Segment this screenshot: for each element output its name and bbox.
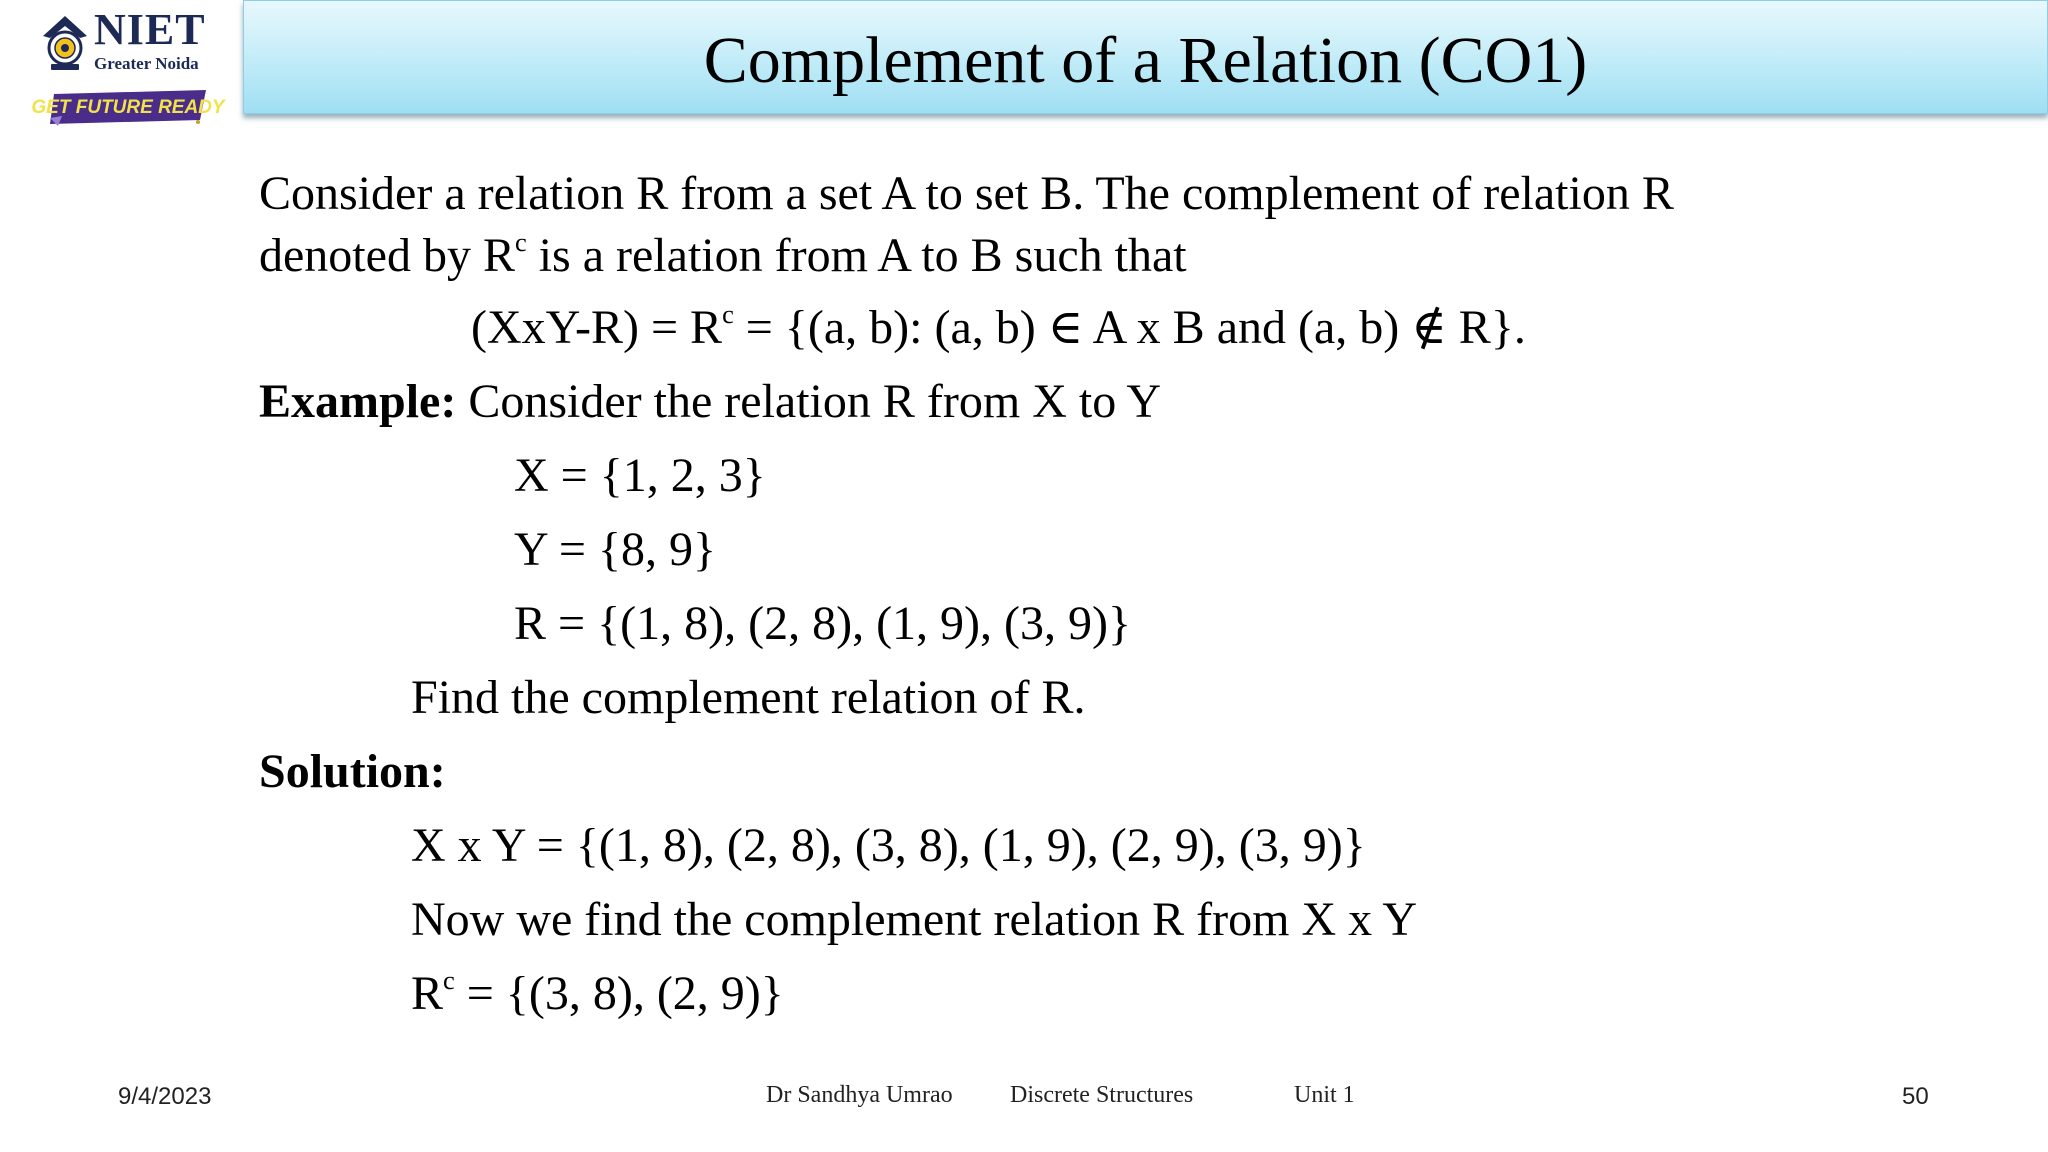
title-bar <box>243 0 2048 114</box>
formula-superscript: c <box>722 299 734 330</box>
answer-suffix: = {(3, 8), (2, 9)} <box>454 967 784 1020</box>
definition-formula <box>471 300 1526 356</box>
answer-superscript: c <box>443 965 455 996</box>
footer-unit: Unit 1 <box>1294 1082 1355 1108</box>
intro-line-2-suffix: is a relation from A to B such that <box>526 229 1187 282</box>
solution-label-text: Solution: <box>259 745 446 798</box>
set-y: Y = {8, 9} <box>514 523 717 576</box>
example-line <box>259 374 1161 430</box>
formula-prefix: (XxY-R) = R <box>471 301 723 354</box>
niet-logo <box>31 5 225 126</box>
footer-date: 9/4/2023 <box>118 1083 212 1110</box>
footer-course: Discrete Structures <box>1010 1082 1194 1108</box>
intro-line-2-superscript: c <box>514 227 527 258</box>
intro-line-2-prefix: denoted by R <box>259 229 515 282</box>
logo-subtitle: Greater Noida <box>94 54 199 73</box>
footer-page-number: 50 <box>1902 1083 1929 1110</box>
answer-prefix: R <box>411 967 444 1020</box>
intro-line-1: Consider a relation R from a set A to set B. The complement of relation R <box>259 167 1674 220</box>
now-line: Now we find the complement relation R from X x Y <box>411 893 1417 946</box>
example-text: Consider the relation R from X to Y <box>456 375 1162 428</box>
answer-line <box>411 966 784 1022</box>
cartesian-product: X x Y = {(1, 8), (2, 8), (3, 8), (1, 9), (2, 9), (3, 9)} <box>411 819 1366 872</box>
logo-tagline: GET FUTURE READY <box>31 97 225 118</box>
set-r: R = {(1, 8), (2, 8), (1, 9), (3, 9)} <box>514 597 1132 650</box>
intro-line-2 <box>259 228 1187 284</box>
solution-label <box>259 744 446 800</box>
example-label: Example: <box>259 375 457 428</box>
footer-author: Dr Sandhya Umrao <box>766 1082 953 1108</box>
institute-seal-icon <box>40 14 90 72</box>
formula-suffix: = {(a, b): (a, b) ∈ A x B and (a, b) ∉ R}. <box>733 301 1526 354</box>
logo-name: NIET <box>94 5 206 54</box>
set-x: X = {1, 2, 3} <box>514 449 766 502</box>
question-line: Find the complement relation of R. <box>411 671 1086 724</box>
get-future-ready-badge <box>31 88 225 126</box>
slide-title: Complement of a Relation (CO1) <box>703 24 1588 97</box>
